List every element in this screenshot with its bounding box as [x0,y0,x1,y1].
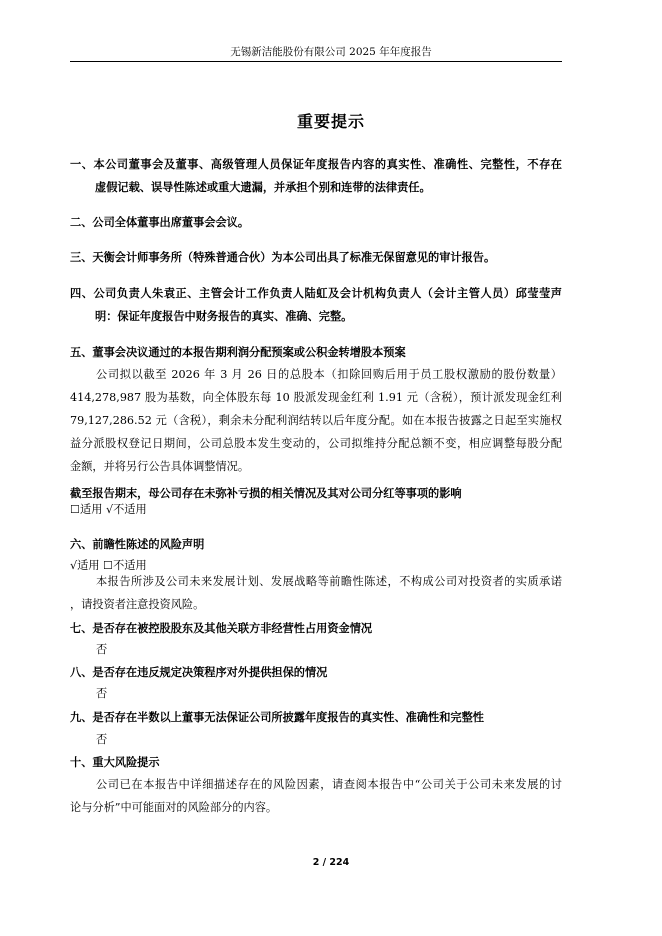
item-6-heading: 六、前瞻性陈述的风险声明 [70,537,205,551]
page-number: 2 / 224 [312,857,350,868]
item-5-para-line-5: 金额，并将另行公告具体调整情况。 [70,460,250,473]
item-4-line-2: 明：保证年度报告中财务报告的真实、准确、完整。 [95,309,353,323]
item-9-answer: 否 [96,733,108,746]
item-6-para-line-1: 本报告所涉及公司未来发展计划、发展战略等前瞻性陈述，不构成公司对投资者的实质承诺 [96,575,562,588]
item-5-para-line-4: 益分派股权登记日期间，公司总股本发生变动的，公司拟维持分配总额不变，相应调整每股分配 [70,437,562,450]
item-4-line-1: 四、公司负责人朱袁正、主管会计工作负责人陆虹及会计机构负责人（会计主管人员）邱莹莹声 [70,286,562,300]
item-7-answer: 否 [96,643,108,656]
item-8-answer: 否 [96,687,108,700]
item-3: 三、天衡会计师事务所（特殊普通合伙）为本公司出具了标准无保留意见的审计报告。 [70,250,496,264]
item-10-para-line-1: 公司已在本报告中详细描述存在的风险因素，请查阅本报告中“公司关于公司未来发展的讨 [96,778,562,791]
item-5-para-line-3: 79,127,286.52 元（含税），剩余未分配利润结转以后年度分配。如在本报告披露之日起至实施权 [70,414,562,427]
item-5-para-line-2: 414,278,987 股为基数，向全体股东每 10 股派发现金红利 1.91 元（含税），预计派发现金红利 [70,391,562,404]
deficit-options: ☐适用 √不适用 [70,503,147,516]
item-6-options: √适用 ☐不适用 [70,559,147,572]
item-5-heading: 五、董事会决议通过的本报告期利润分配预案或公积金转增股本预案 [70,345,406,359]
header-rule [70,61,562,62]
item-8-heading: 八、是否存在违反规定决策程序对外提供担保的情况 [70,665,328,679]
item-5-para-line-1: 公司拟以截至 2026 年 3 月 26 日的总股本（扣除回购后用于员工股权激励的股份数量） [96,368,562,381]
item-2: 二、公司全体董事出席董事会会议。 [70,215,250,229]
deficit-heading: 截至报告期末，母公司存在未弥补亏损的相关情况及其对公司分红等事项的影响 [70,486,462,500]
item-1-line-2: 虚假记载、误导性陈述或重大遗漏，并承担个别和连带的法律责任。 [95,180,431,194]
item-1-line-1: 一、本公司董事会及董事、高级管理人员保证年度报告内容的真实性、准确性、完整性，不存在 [70,157,562,171]
item-9-heading: 九、是否存在半数以上董事无法保证公司所披露年度报告的真实性、准确性和完整性 [70,710,484,724]
item-10-heading: 十、重大风险提示 [70,755,160,769]
item-6-para-line-2: ，请投资者注意投资风险。 [70,598,205,611]
running-header: 无锡新洁能股份有限公司 2025 年年度报告 [230,46,432,58]
page-title: 重要提示 [296,112,365,131]
item-7-heading: 七、是否存在被控股股东及其他关联方非经营性占用资金情况 [70,621,373,635]
item-10-para-line-2: 论与分析”中可能面对的风险部分的内容。 [70,801,278,814]
